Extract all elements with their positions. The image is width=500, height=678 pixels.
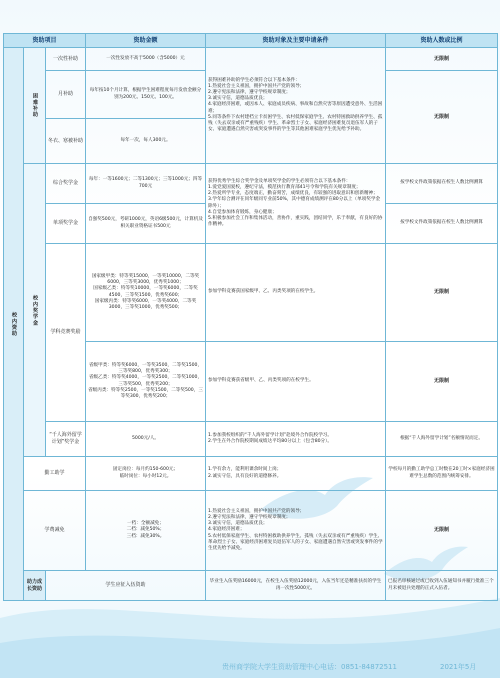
group-on-campus: 校内资助 [4,48,24,601]
row-once-name: 一次性补助 [46,48,86,71]
row-work-name: 勤工助学 [24,457,86,491]
row-comprehensive-amount: 每年：一等1600元；二等1300元；三等1000元；四等700元 [86,164,206,204]
hardship-conditions: 获得困难补助的学生必须符合以下基本条件： 1.热爱社会主义祖国，拥护中国共产党的领导； 2.遵守宪法和法律，遵守学校规章制度； 3.诚实守信，道德品质优良； 4.家庭经济困难，或因本人、家庭成员疾病、事故和自然灾害等原因遭受意外、生活困难； 5.同等条件下农村建档立卡贫困学生、农村低保家庭学生、农村特困救助供养学生、孤残（失去双亲或有严重残疾）学生、革命烈士子女、家庭经济困难复员退伍军人的子女、家庭遭遇自然灾害或突发事件的学生等其他困难家庭学生优先给予补助。 [206,48,386,164]
row-once-amount: 一次性发放不高于5000（含5000）元 [86,48,206,71]
footer-org: 贵州商学院大学生资助管理中心电话：0851-84872511 [222,663,397,671]
table-row [4,164,498,204]
row-comprehensive-count: 按学校文件政策依据在校生人数比例测算 [386,164,498,204]
row-comprehensive-name: 综合奖学金 [46,164,86,204]
row-single-name: 单项奖学金 [46,204,86,244]
row-single-count: 按学校文件政策依据在校生人数比例测算 [386,204,498,244]
header-amount: 资助金额 [86,34,206,48]
row-monthly-count: 无限制 [386,71,498,164]
group-award: 校内奖学金 [24,164,46,457]
row-winter-name: 冬衣、寒被补助 [46,119,86,164]
row-tuition-count: 无限制 [386,491,498,571]
row-overseas-cond: 1.参加我校组织的“千人海外留学计划”赴境外合作院校学习。 2.学生在外合作院校期间成绩达平均80分以上（包含80分）。 [206,422,386,457]
footer [0,662,500,674]
row-tuition-name: 学费减免 [24,491,86,571]
row-tuition-amount: 一档：全额减免； 二档：减免50%； 三档：减免30%。 [86,491,206,571]
row-overseas-name: “千人海外留学计划”奖学金 [46,422,86,457]
row-competition-national-cond: 参加学科竞赛获国家级甲、乙、丙类奖项的在校学生。 [206,244,386,342]
table-row [4,48,498,71]
footer-date: 2021年5月 [440,663,477,671]
table-row [4,491,498,571]
row-competition-national-count: 无限制 [386,244,498,342]
row-monthly-amount: 每年按10个月计算，根据学生困难程度每月发放金额分别为200元、150元、100元。 [86,71,206,119]
table-row [4,571,498,601]
header-target: 资助对象及主要申请条件 [206,34,386,48]
group-growth: 助力成长资助 [24,571,46,601]
row-enlist-name: 学生应征入伍资助 [46,571,206,601]
row-competition-national: 国家级甲类：特等奖15000，一等奖10000，二等奖6000，三等奖3000，优秀奖1000； 国家级乙类：特等奖10000，一等奖6000，二等奖4500，三等奖1500，优秀奖600； 国家级丙类：特等奖6000，一等奖4000，二等奖3000，三等奖1000，优秀奖500； [86,244,206,342]
row-competition-province-cond: 参加学科竞赛获省级甲、乙、丙类奖项的在校学生。 [206,342,386,422]
row-work-cond: 1.学有余力，能利用课余时间上岗； 2.诚实守信，具有良好的道德修养。 [206,457,386,491]
table-row [4,422,498,457]
table-header-row [4,34,498,48]
group-hardship: 困难补助 [24,48,46,164]
row-overseas-amount: 5000元/人。 [86,422,206,457]
header-item: 资助项目 [4,34,86,48]
row-work-amount: 固定岗位：每月约150-600元； 临时岗位：每小时12元。 [86,457,206,491]
funding-table [3,33,498,601]
row-competition-province: 省级甲类：特等奖6000，一等奖3500，二等奖1500，三等奖800，优秀奖300； 省级乙类：特等奖4000，一等奖2500，二等奖1000，三等奖500，优秀奖200； 省级丙类：特等奖2500，一等奖1500，二等奖500，三等奖300，优秀奖200； [86,342,206,422]
row-enlist-amount: 毕业生入伍奖励16000元，在校生入伍奖励12000元，入伍当年还是精准扶贫的学生再一次性5000元。 [206,571,386,601]
row-once-count: 无限制 [386,48,498,71]
row-enlist-cond: 已报名审核通过或已收到入伍通知书并履行批准三个月未被退兵处理的正式入伍者。 [386,571,498,601]
row-monthly-name: 月补助 [46,71,86,119]
row-work-count: 学校每月的勤工助学总工时数在20工时×家庭经济困难学生总数的范围内统筹安排。 [386,457,498,491]
row-single-amount: 自强奖500元，考研1000元，英语6级500元，计算机及相关职业资格证书500元 [86,204,206,244]
row-winter-amount: 每年一次，每人300元。 [86,119,206,164]
row-tuition-cond: 1.热爱社会主义祖国，拥护中国共产党的领导； 2.遵守宪法和法律，遵守学校规章制度； 3.诚实守信，道德品质优良； 4.家庭经济困难； 5.农村低保家庭学生、农村特困救助供养学生、孤残（失去双亲或有严重残疾）学生、革命烈士子女、家庭经济困难复员退伍军人的子女、家庭遭遇自然灾害或突发事件的学生优先给予减免。 [206,491,386,571]
row-competition-name: 学科竞赛奖励 [46,244,86,422]
row-competition-province-count: 无限制 [386,342,498,422]
row-overseas-count: 根据“千人海外留学计划”名额情况而定。 [386,422,498,457]
header-count: 资助人数或比例 [386,34,498,48]
table-row [4,457,498,491]
award-conditions: 获得优秀学生综合奖学金及单项奖学金的学生必须符合以下基本条件： 1.爱党爱国爱校，遵纪守法，模范执行教育部41号令和学院有关规章制度； 2.热爱所学专业，态度端正，勤奋刻苦，成绩优良，有较强的进取意识和创新精神； 3.学年综合测评在同年级同专业前50%，其中德育成绩测评在80分以上（单项奖学金除外）； 4.自觉参加体育锻炼，身心健康； 5.积极参加社会工作和集体活动，善协作，重实践，团结同学，乐于奉献，有良好的协作精神。 [206,164,386,244]
table-row [4,244,498,342]
